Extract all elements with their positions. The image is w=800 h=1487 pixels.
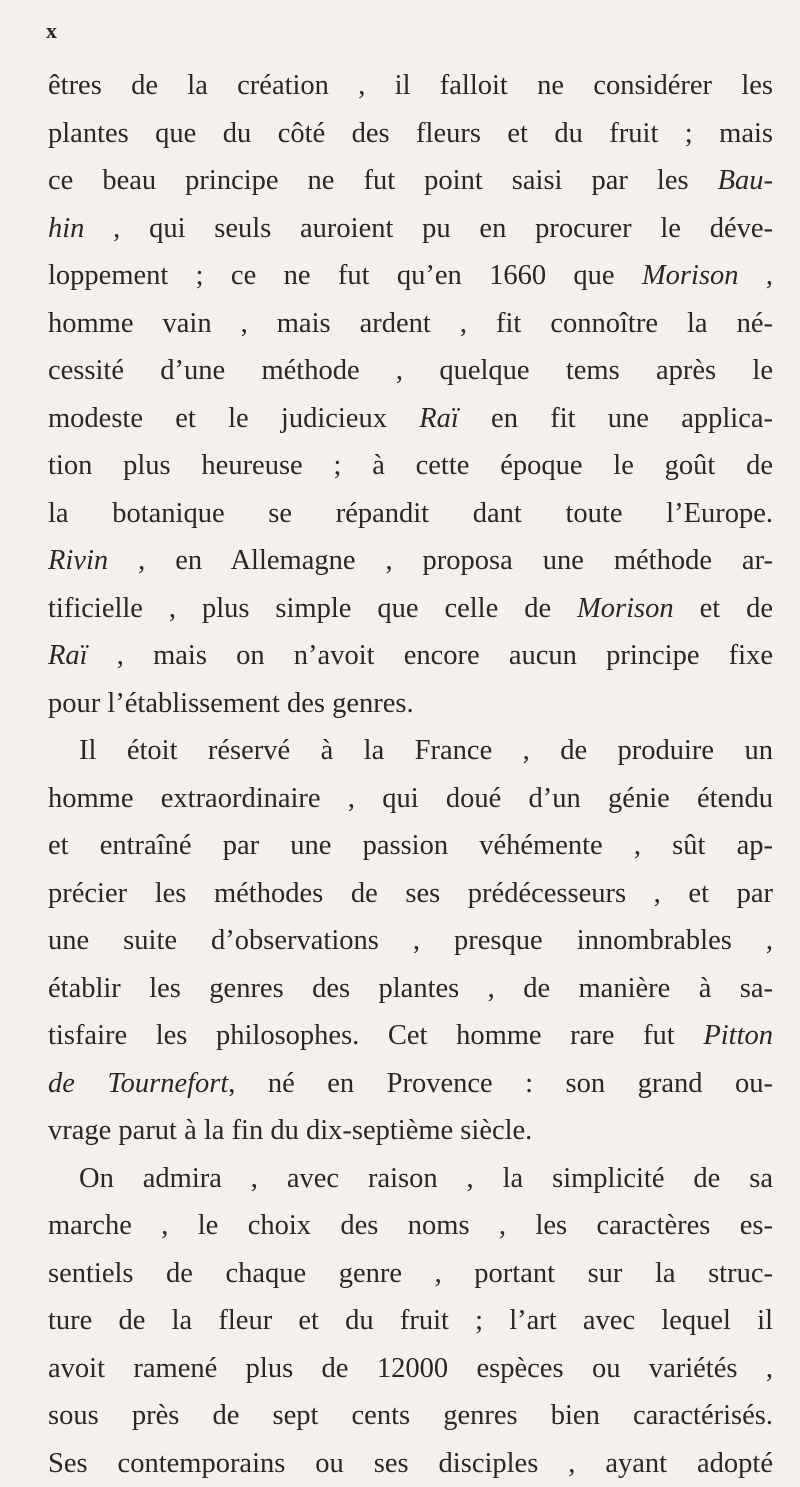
- text-run: et de: [674, 593, 773, 624]
- text-line: [48, 300, 773, 348]
- text-line: [48, 917, 773, 965]
- text-line: [48, 632, 773, 680]
- text-run: , en Allemagne , proposa une méthode ar-: [108, 545, 773, 576]
- italic-name: hin: [48, 213, 84, 244]
- text-run: la botanique se répandit dant toute l’Europe.: [48, 498, 773, 529]
- text-line: [48, 442, 773, 490]
- text-run: homme extraordinaire , qui doué d’un génie étendu: [48, 783, 773, 814]
- text-run: en fit une applica-: [459, 403, 773, 434]
- text-run: plantes que du côté des fleurs et du fruit ; mais: [48, 118, 773, 149]
- text-run: sentiels de chaque genre , portant sur la struc-: [48, 1258, 773, 1289]
- italic-name: Raï: [419, 403, 459, 434]
- text-line: [48, 252, 773, 300]
- text-line: [48, 1012, 773, 1060]
- text-run: On admira , avec raison , la simplicité de sa: [79, 1163, 773, 1194]
- body-text: [48, 62, 773, 1487]
- text-run: ture de la fleur et du fruit ; l’art avec lequel il: [48, 1305, 773, 1336]
- text-run: , qui seuls auroient pu en procurer le déve-: [84, 213, 773, 244]
- italic-name: Rivin: [48, 545, 108, 576]
- text-run: cessité d’une méthode , quelque tems après le: [48, 355, 773, 386]
- text-run: pour l’établissement des genres.: [48, 688, 414, 719]
- text-line: [48, 1060, 773, 1108]
- text-line: [48, 680, 773, 728]
- text-line: [48, 347, 773, 395]
- italic-name: Bau-: [718, 165, 773, 196]
- text-line: [48, 62, 773, 110]
- text-line: [48, 395, 773, 443]
- text-line: [48, 870, 773, 918]
- text-run: ,: [739, 260, 773, 291]
- text-run: vrage parut à la fin du dix-septième siècle.: [48, 1115, 532, 1146]
- text-run: , né en Provence : son grand ou-: [228, 1068, 773, 1099]
- text-run: Ses contemporains ou ses disciples , ayant adopté: [48, 1448, 773, 1479]
- text-run: tion plus heureuse ; à cette époque le goût de: [48, 450, 773, 481]
- italic-name: Pitton: [703, 1020, 773, 1051]
- text-run: tificielle , plus simple que celle de: [48, 593, 577, 624]
- text-line: [48, 1440, 773, 1487]
- text-line: [48, 822, 773, 870]
- text-line: [48, 537, 773, 585]
- text-line: [48, 727, 773, 775]
- text-line: [48, 1392, 773, 1440]
- text-line: [48, 1345, 773, 1393]
- italic-name: Morison: [577, 593, 674, 624]
- text-run: , mais on n’avoit encore aucun principe fixe: [88, 640, 773, 671]
- text-line: [48, 110, 773, 158]
- text-line: [48, 1250, 773, 1298]
- text-line: [48, 205, 773, 253]
- text-run: loppement ; ce ne fut qu’en 1660 que: [48, 260, 642, 291]
- text-run: précier les méthodes de ses prédécesseurs , et par: [48, 878, 773, 909]
- text-run: marche , le choix des noms , les caractères es-: [48, 1210, 773, 1241]
- text-run: homme vain , mais ardent , fit connoître la né-: [48, 308, 773, 339]
- italic-name: Raï: [48, 640, 88, 671]
- text-run: modeste et le judicieux: [48, 403, 419, 434]
- text-run: sous près de sept cents genres bien caractérisés.: [48, 1400, 773, 1431]
- text-run: ce beau principe ne fut point saisi par les: [48, 165, 718, 196]
- text-line: [48, 775, 773, 823]
- text-run: une suite d’observations , presque innombrables ,: [48, 925, 773, 956]
- text-run: et entraîné par une passion véhémente , sût ap-: [48, 830, 773, 861]
- italic-name: Morison: [642, 260, 739, 291]
- text-run: Il étoit réservé à la France , de produire un: [79, 735, 773, 766]
- text-run: avoit ramené plus de 12000 espèces ou variétés ,: [48, 1353, 773, 1384]
- text-line: [48, 157, 773, 205]
- text-line: [48, 585, 773, 633]
- text-line: [48, 1202, 773, 1250]
- text-line: [48, 1297, 773, 1345]
- text-run: êtres de la création , il falloit ne considérer les: [48, 70, 773, 101]
- text-line: [48, 1107, 773, 1155]
- page-number: x: [46, 20, 57, 42]
- text-line: [48, 1155, 773, 1203]
- text-run: tisfaire les philosophes. Cet homme rare fut: [48, 1020, 703, 1051]
- text-run: établir les genres des plantes , de manière à sa-: [48, 973, 773, 1004]
- text-line: [48, 490, 773, 538]
- text-line: [48, 965, 773, 1013]
- italic-name: de Tournefort: [48, 1068, 228, 1099]
